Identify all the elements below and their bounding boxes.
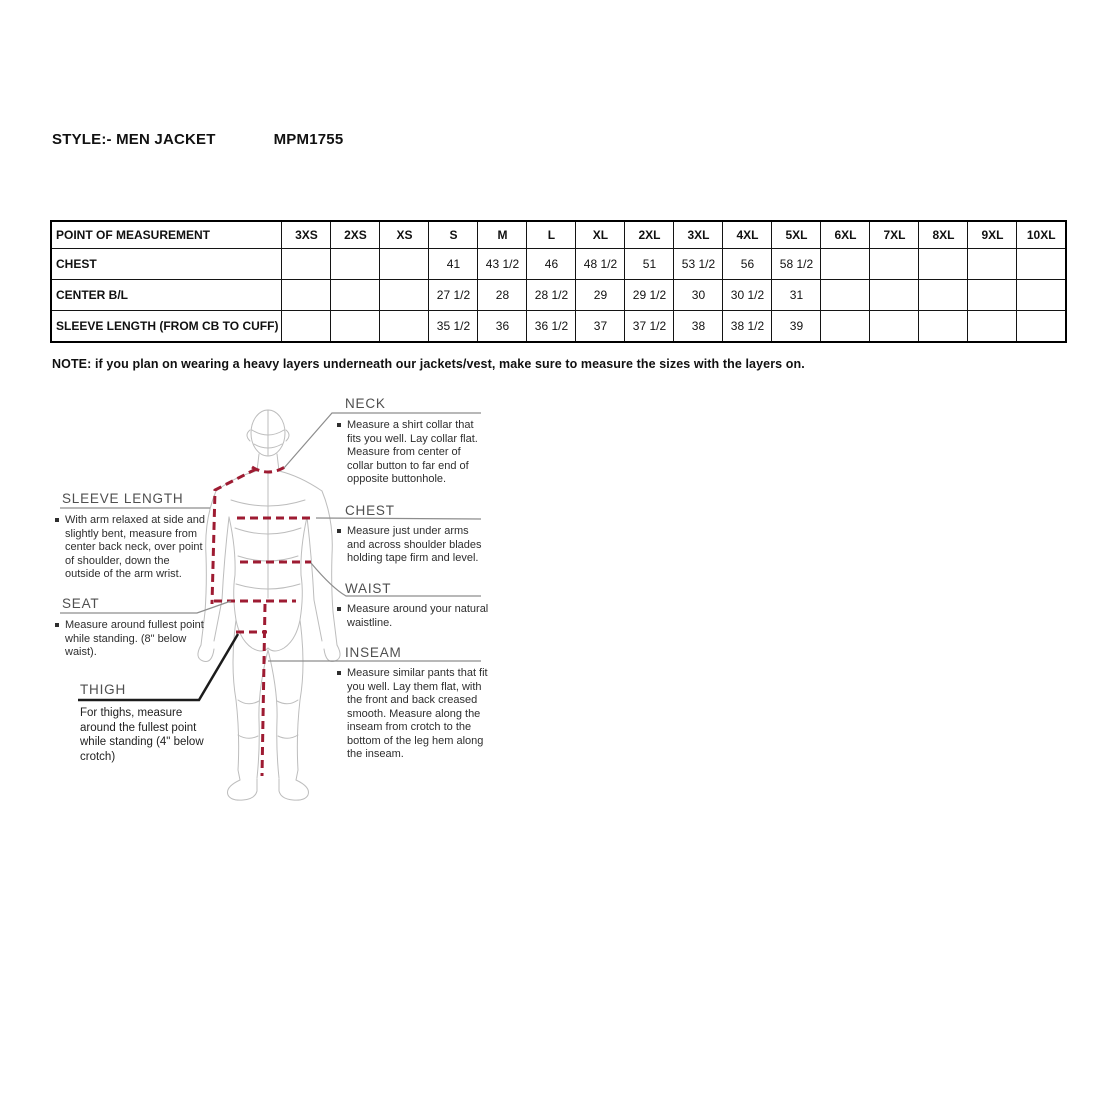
value-cell: 31 [772,280,821,311]
value-cell: 38 [674,311,723,343]
value-cell [1017,249,1066,280]
value-cell: 58 1/2 [772,249,821,280]
value-cell: 51 [625,249,674,280]
seat-heading: SEAT [62,596,100,611]
inseam-measure-line [262,604,265,776]
value-cell [919,280,968,311]
value-cell [1017,280,1066,311]
header-cell-size: 8XL [919,221,968,249]
square-bullet-icon [337,607,341,611]
value-cell: 48 1/2 [576,249,625,280]
value-cell [870,311,919,343]
chest-description: Measure just under arms and across shoulder blades holding tape firm and level. [337,525,489,566]
sleeve-length-heading: SLEEVE LENGTH [62,491,184,506]
value-cell [1017,311,1066,343]
note-text: NOTE: if you plan on wearing a heavy layers underneath our jackets/vest, make sure to measure the sizes with the layers on. [52,357,805,371]
value-cell [919,249,968,280]
header-cell-size: XS [380,221,429,249]
style-label: STYLE:- MEN JACKET [52,131,216,148]
value-cell: 37 [576,311,625,343]
value-cell [821,311,870,343]
value-cell [968,311,1017,343]
header-cell-size: 3XL [674,221,723,249]
value-cell: 53 1/2 [674,249,723,280]
value-cell: 41 [429,249,478,280]
value-cell: 30 1/2 [723,280,772,311]
header-cell-point-of-measurement: POINT OF MEASUREMENT [51,221,282,249]
value-cell: 39 [772,311,821,343]
row-label: SLEEVE LENGTH (FROM CB TO CUFF) [51,311,282,343]
value-cell [919,311,968,343]
value-cell: 28 [478,280,527,311]
value-cell [821,249,870,280]
value-cell [870,249,919,280]
value-cell [968,249,1017,280]
header-cell-size: 5XL [772,221,821,249]
header-cell-size: 9XL [968,221,1017,249]
inseam-description: Measure similar pants that fit you well. Lay them flat, with the front and back creased smooth. Measure along the inseam from crotch to the bottom of the leg hem along the inseam. [337,667,489,762]
header-cell-size: 3XS [282,221,331,249]
value-cell: 30 [674,280,723,311]
value-cell: 56 [723,249,772,280]
row-label: CHEST [51,249,282,280]
neck-heading: NECK [345,396,386,411]
square-bullet-icon [337,671,341,675]
value-cell: 37 1/2 [625,311,674,343]
value-cell: 46 [527,249,576,280]
value-cell: 27 1/2 [429,280,478,311]
value-cell: 43 1/2 [478,249,527,280]
value-cell [870,280,919,311]
header-cell-size: 6XL [821,221,870,249]
chest-heading: CHEST [345,503,395,518]
value-cell: 29 1/2 [625,280,674,311]
neck-description: Measure a shirt collar that fits you well. Lay collar flat. Measure from center of collar button to far end of opposite buttonhole. [337,419,489,487]
header-cell-size: 7XL [870,221,919,249]
square-bullet-icon [55,623,59,627]
value-cell: 38 1/2 [723,311,772,343]
measurement-dashed-lines [212,467,314,776]
square-bullet-icon [55,518,59,522]
header-cell-size: S [429,221,478,249]
value-cell: 36 1/2 [527,311,576,343]
row-label: CENTER B/L [51,280,282,311]
value-cell: 29 [576,280,625,311]
header-cell-size: 2XS [331,221,380,249]
square-bullet-icon [337,529,341,533]
header-cell-size: M [478,221,527,249]
value-cell: 36 [478,311,527,343]
header-cell-size: 4XL [723,221,772,249]
square-bullet-icon [337,423,341,427]
inseam-heading: INSEAM [345,645,402,660]
style-code: MPM1755 [273,131,344,148]
seat-description: Measure around fullest point while standing. (8" below waist). [55,619,205,660]
header-cell-size: 2XL [625,221,674,249]
value-cell [968,280,1017,311]
thigh-heading: THIGH [80,682,126,697]
header-cell-size: 10XL [1017,221,1066,249]
waist-connector-line [311,563,481,596]
waist-description: Measure around your natural waistline. [337,603,489,630]
header-cell-size: L [527,221,576,249]
header-cell-size: XL [576,221,625,249]
value-cell: 28 1/2 [527,280,576,311]
value-cell: 35 1/2 [429,311,478,343]
waist-heading: WAIST [345,581,392,596]
sleeve-length-description: With arm relaxed at side and slightly bent, measure from center back neck, over point of shoulder, down the outside of the arm wrist. [55,514,205,582]
thigh-description: For thighs, measure around the fullest point while standing (4" below crotch) [80,707,204,763]
chest-connector-line [316,518,481,519]
value-cell [821,280,870,311]
